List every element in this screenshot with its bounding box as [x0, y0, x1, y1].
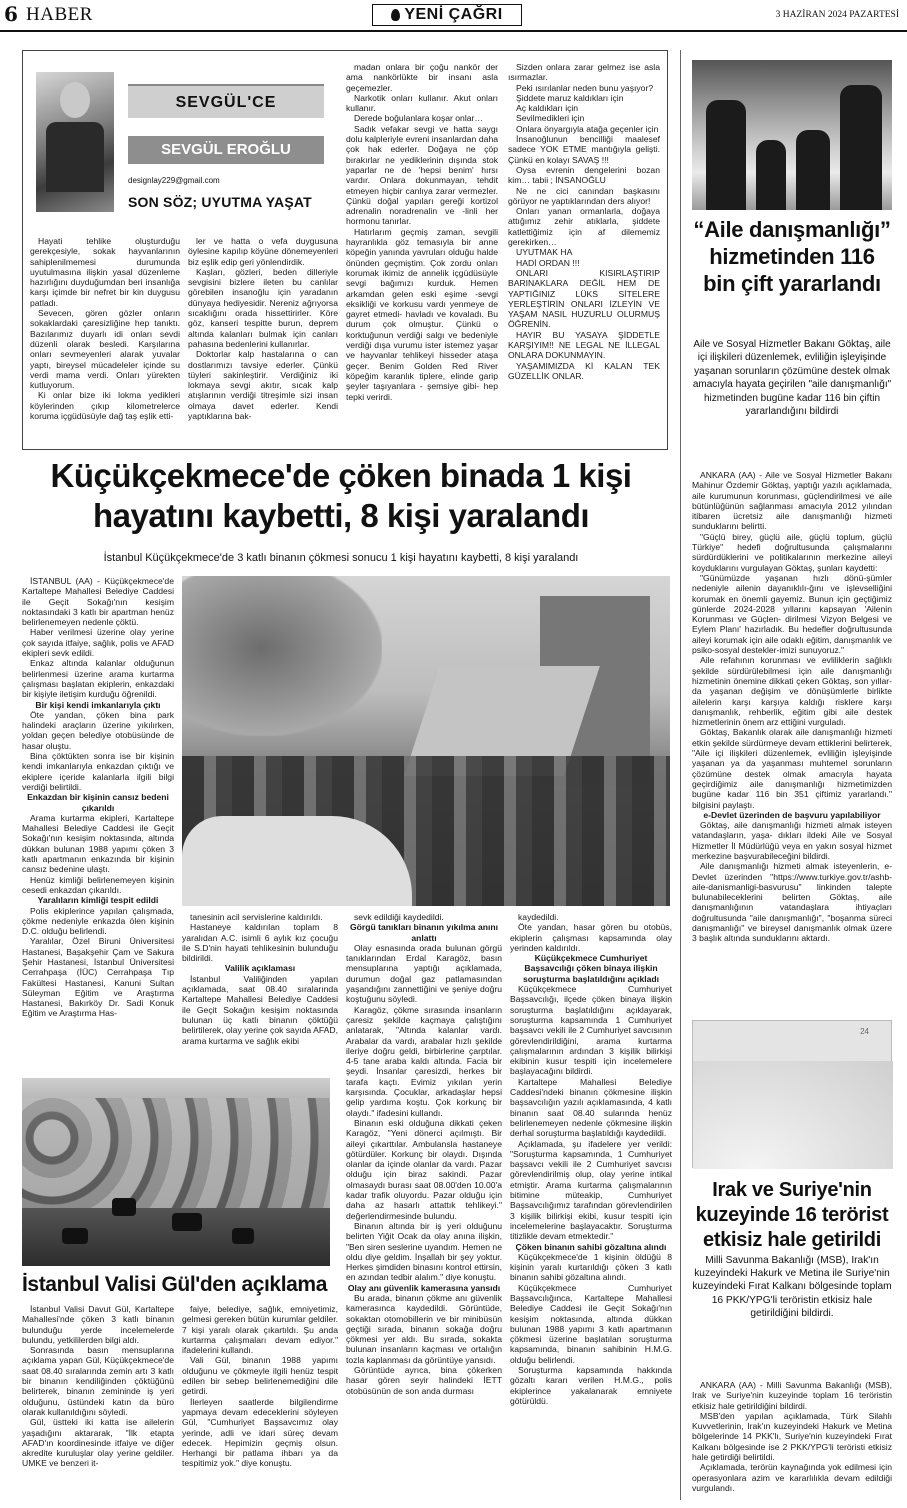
- column-text-1: [30, 236, 180, 448]
- masthead-rule: [0, 30, 907, 32]
- subheading: Valilik açıklaması: [224, 963, 296, 974]
- paragraph: ler ve hatta o vefa duygusuna öylesine kapılıp köyüne dönemeyenleri biz eşlik edip geri yönlendirdik.: [188, 236, 338, 267]
- paragraph: Kartaltepe Mahallesi Belediye Caddesi'ndeki binanın çökmesine ilişkin başsavcılığın yazılı açıklamasında, 4 katlı binanın saat 08.40 sularında henüz belirlenemeyen nedenle çökmesine ilişkin derhal soruşturma başlatıldığı kaydedildi.: [510, 1076, 672, 1139]
- paragraph: Göktaş, Bakanlık olarak aile danışmanlığı hizmeti etkin şekilde sürdürmeye devam ettiklerini belirterek, "Aile içi ilişkileri düzenlemek, evliliğin işleyişinde yaşanan ya da yaşanması muhtemel sorunların çözümüne destek olmak amacıyla hayata geçirdiğimiz aile danışmanlığı hizmetimizden bugüne kadar 116 bin 351 çiftimiz yararlandı." bilgisini paylaştı.: [692, 727, 892, 810]
- rail-divider: [680, 50, 681, 1500]
- msb-lead: Milli Savunma Bakanlığı (MSB), Irak'ın kuzeyindeki Hakurk ve Metina ile Suriye'nin kuzeyindeki Fırat Kalkanı bölgesinde toplam 16 PKK/YPG'li teröristin etkisiz hale getirildiğini bildirdi.: [692, 1255, 892, 1319]
- paragraph: "Güçlü birey, güçlü aile, güçlü toplum, güçlü Türkiye" hedefi doğrultusunda çalışmalarını sürdürdüklerini ve politikalarının merkezine aileyi koyduklarını vurgulayan Göktaş, şunları kaydetti:: [692, 531, 892, 573]
- main-text-3: [346, 912, 502, 1502]
- section-title: HABER: [26, 4, 93, 25]
- paragraph: Hatırlarım geçmiş zaman, sevgili hayranlıkla göz temasıyla bir anne köpeğin yanında yavruları olduğu halde önünden geçmiştim. Çok zordu onları korumak ikimiz de annelik içgüdüsüyle sevgi bağımızı kurduk. Hemen arkamdan gelen eski eşime -sevgi eksikliği ve korkusu vardı yenmeye de gayret etmedi- havladı ve kovaladı. Bu durum çok olmuştur. Çünkü o korktuğunun verdiği salgı ve bedeniyle verdiği dışa vurumu ister istemez yaşar ve hayvanlar tehlikeyi hisseder ataşa geçer. Benim Golden Red River köpeğim karanlık tiplere, elinde garip şeyler taşıyanlara - şemsiye gibi- hep tepki verirdi.: [346, 226, 498, 402]
- paragraph: Peki ısırılanlar neden bunu yaşıyor?: [516, 82, 654, 93]
- paragraph: sevk edildiği kaydedildi.: [354, 912, 444, 922]
- paragraph: Aile danışmanlığı hizmeti almak isteyenlerin, e-Devlet üzerinden "https://www.turkiye.gov.tr/ashb-aile-danismanligi-basvurusu" linkinden talepte bulunabileceklerini belirten Göktaş, aile danışmanlığının vatandaşlara ihtiyaçları doğrultusunda "aile danışmanlığı", "boşanma süreci danışmanlığı" ve bireysel danışmanlık olmak üzere 3 başlık altında sunduklarını aktardı.: [692, 861, 892, 944]
- paragraph: Onlara önyargıyla atağa geçenler için: [516, 123, 659, 134]
- paragraph: ANKARA (AA) - Milli Savunma Bakanlığı (MSB), Irak ve Suriye'nin kuzeyinde toplam 16 teröristin etkisiz hale getirildiğini bildirdi.: [692, 1380, 892, 1411]
- column-title: SON SÖZ; UYUTMA YAŞAT: [128, 194, 312, 210]
- paragraph: Oysa evrenin dengelerini bozan kim… tabii ; İNSANOĞLU: [508, 164, 660, 186]
- paragraph: Soruşturma kapsamında hakkında gözaltı kararı verilen H.M.G., polis ekiplerince yakalanarak emniyete götürüldü.: [510, 1365, 672, 1406]
- column-author: SEVGÜL EROĞLU: [128, 136, 324, 164]
- paragraph: Sevecen, gören gözler onların sokaklardaki çaresizliğine hep tanıktı. Bazılarımız duyarlı idi onları sevdi düzenli olarak besledi. Karşılarına onları sevmeyenleri alarak yuvalar yaptı, bireysel mücadeleler içinde su verdi mama verdi. Onları yürekten kutluyorum.: [30, 308, 180, 391]
- paragraph: Hayati tehlike oluşturduğu gerekçesiyle, sokak hayvanlarının sahiplenilmemesi durumunda uyutulmasına ilişkin yasal düzenleme hazırlığını duyduğumdan beri insanlığa karşı içimde bir nefret bir kin duygusu patladı.: [30, 236, 180, 308]
- subheading: Küçükçekmece Cumhuriyet Başsavcılığı çöken binaya ilişkin soruşturma başlatıldığını açıkladı: [522, 953, 660, 984]
- paragraph: faiye, belediye, sağlık, emniyetimiz, gelmesi gereken bütün kurumlar geldiler. 7 kişi yaralı olarak çıkartıldı. Şu anda kurtarma çalışmaları devam ediyor." ifadelerini kullandı.: [182, 1304, 338, 1356]
- paragraph: İstanbul Valiliğinden yapılan açıklamada, saat 08.40 sıralarında Kartaltepe Mahallesi Belediye Caddesi ile Geçit Sokağın kesişim noktasında bulunan üç katlı binanın çöktüğü belirtilerek, olay yerine çok sayıda AFAD, arama kurtarma ve sağlık ekibi: [182, 973, 338, 1046]
- collapse-photo: [182, 576, 670, 906]
- main-text-4: [510, 912, 672, 1502]
- newspaper-logo: [372, 4, 522, 26]
- paragraph: Binanın eski olduğuna dikkati çeken Karagöz, "Yeni dönerci açılmıştı. Bir aileyi çıkarttılar. Ambulansla hastaneye götürdüler. Korkunç bir olaydı. Dışında olanlar da içinde olanlar da vardı. Pazar olduğu için biraz sakindi. Pazar olmasaydı burası saat 08.00'den 10.00'a kadar trafik oluyordu. Pazar olduğu için daha az hasarlı attattık tehlikeyi." değerlendirmesinde bulundu.: [346, 1117, 502, 1221]
- paragraph: Sizden onlara zarar gelmez ise asla ısırmazlar.: [508, 62, 660, 83]
- paragraph: Küçükçekmece Cumhuriyet Başsavcılığınca, Kartaltepe Mahallesi Belediye Caddesi ile Geçit Sokağı'nın kesişim noktasında, altında dükkan bulunan 1988 yapımı 3 katlı apartmanın çökmesi üzerine başlatılan soruşturma kapsamında, binanın sahibinin H.M.G. olduğu belirlendi.: [510, 1282, 672, 1365]
- subheading: Bir kişi kendi imkanlarıyla çıktı: [35, 699, 161, 710]
- paragraph: tanesinin acil servislerine kaldırıldı.: [190, 912, 323, 922]
- paragraph: YAŞAMIMIZDA Kİ KALAN TEK GÜZELLİK ONLAR.: [508, 360, 660, 381]
- family-counseling-text: [692, 470, 892, 1014]
- paragraph: İlerleyen saatlerde bilgilendirme yapmaya devam edeceklerini söyleyen Gül, "Cumhuriyet Başsavcımız olay yerinde, adli ve idari süreç devam edecek. Hepimizin geçmiş olsun. Herhangi bir patlama ihbarı ya da tespitimiz yok." diye konuştu.: [182, 1396, 338, 1469]
- paragraph: UYUTMAK HA: [516, 247, 573, 258]
- region-map: [692, 1020, 892, 1168]
- paragraph: Narkotik onları kullanır. Akut onları kullanır.: [346, 92, 498, 114]
- column-label: SEVGÜL'CE: [128, 84, 324, 118]
- family-counseling-lead: Aile ve Sosyal Hizmetler Bakanı Göktaş, aile içi ilişkileri düzenlemek, evliliğin işleyişinde yaşanan sorunların çözümüne destek olmak amacıyla hayata geçirilen "aile danışmanlığı" hizmetinden bugüne kadar 116 bin çiftin yararlandığını bildirdi: [692, 339, 892, 418]
- paragraph: Kaşları, gözleri, beden dilleriyle sevgisini bizlere ileten bu canlılar görebilen insanoğlu için yaradanın dünyaya hediyesidir. Nereniz ağrıyorsa sıcaklığını orada hissettirirler. Köre göz, kanseri tespitte burun, deprem altında kalanları bulmak için canları pahasına bedenlerini kullanırlar.: [188, 266, 338, 349]
- main-subhead: İstanbul Küçükçekmece'de 3 katlı binanın çökmesi sonucu 1 kişi hayatını kaybetti, 8 kişi yaralandı: [103, 552, 579, 564]
- governor-headline: İstanbul Valisi Gül'den açıklama: [22, 1273, 327, 1296]
- main-headline: Küçükçekmece'de çöken binada 1 kişi hayatını kaybetti, 8 kişi yaralandı: [50, 457, 632, 534]
- author-photo: [36, 72, 114, 212]
- paragraph: Onları yanan ormanlarla, doğaya attığımız zehir atıklarla, şiddete katlettiğimiz için af dilememiz gerekirken…: [508, 206, 660, 248]
- paragraph: Aç kaldıkları için: [516, 103, 579, 114]
- subheading: Çöken binanın sahibi gözaltına alındı: [515, 1241, 667, 1252]
- paragraph: Henüz kimliği belirlenemeyen kişinin cesedi enkazdan çıkarıldı.: [22, 874, 174, 895]
- paragraph: Küçükçekmece Cumhuriyet Başsavcılığı, ilçede çöken binaya ilişkin soruşturma başlatıldığını açıklayarak, soruşturma kapsamında 1 Cumhuriyet başsavcı vekili ile 2 Cumhuriyet savcısının görevlendirildiğini, arama kurtarma çalışmalarının ardından 3 kişilik bilirkişi ekibinin kusur tespiti için incelemelere başlayacağını bildirdi.: [510, 984, 672, 1077]
- paragraph: Açıklamada, şu ifadelere yer verildi: "Soruşturma kapsamında, 1 Cumhuriyet başsavcı vekili ile 2 Cumhuriyet savcısı görevlendirilmiş olup, olay yerine intikal etmiştir. Arama kurtarma çalışmalarının bitimine müteakip, Cumhuriyet Başsavcılığımız tarafından görevlendirilen 3 kişilik bilirkişi ekibi, kusur tespiti için incelemelerine başlayacaktır. Soruşturma titizlikle devam etmektedir.": [510, 1138, 672, 1242]
- issue-date: 3 HAZİRAN 2024 PAZARTESİ: [775, 10, 899, 20]
- column-text-2: [188, 236, 338, 448]
- governor-text-1: [22, 1304, 174, 1502]
- paragraph: İstanbul Valisi Davut Gül, Kartaltepe Mahallesi'nde çöken 3 katlı binanın bulunduğu yerde incelemelerde bulundu, yetkililerden bilgi aldı.: [22, 1304, 174, 1345]
- main-text-1: [22, 576, 174, 1062]
- paragraph: Öte yandan, çöken bina park halindeki araçların üzerine yıkılırken, yoldan geçen belediye otobüsünde de hasar oluştu.: [22, 709, 174, 751]
- paragraph: ONLARI KISIRLAŞTIRIP BARINAKLARA DEĞİL HEM DE YAPTIĞINIZ LÜKS SİTELERE YERLEŞTİRİN ONLARI İZLEYİN VE YAŞAM NASIL HUZURLU OLURMUŞ ÖĞRENİN.: [508, 267, 660, 330]
- logo-text: YENİ ÇAĞRI: [404, 6, 503, 23]
- paragraph: Yaralılar, Özel Biruni Üniversitesi Hastanesi, Başakşehir Çam ve Sakura Şehir Hastanesi, İstanbul Üniversitesi Cerrahpaşa (İÜC) Cerrahpaşa Tıp Fakültesi Hastanesi, Kanuni Sultan Süleyman Eğitim ve Araştırma Hastanesi, Bakırköy Dr. Sadi Konuk Eğitim ve Araştırma Has-: [22, 936, 174, 1019]
- subheading: Görgü tanıkları binanın yıkılma anını anlattı: [349, 922, 499, 943]
- paragraph: Karagöz, çökme sırasında insanların çaresiz şekilde kaçmaya çalıştığını anlatarak, "Altında kalanlar vardı. Arabalar da vardı, arabalar hızlı şekilde ileriye doğru geldi, birbirlerine çarptılar. 4-5 tane araba kaldı altında. Facia bir şeydi. İnsanlar çaresizdi, herkes bir tarafa kaçtı. Evimiz yıkılan yerin karşısında. Çocuklar, arkadaşlar hepsi gelip yardıma koştu. Çok korkunç bir olaydı." ifadesini kullandı.: [346, 1004, 502, 1118]
- paragraph: Binanın altında bir iş yeri olduğunu belirten Yiğit Ocak da olay anına ilişkin, "Ben siren seslerine uyandım. Hemen ne oldu diye geldim. İnşallah bir şey yoktur. Herkes şimdiden binasını kontrol ettirsin, en azından tedbir alalım." diye konuştu.: [346, 1220, 502, 1283]
- paragraph: Haber verilmesi üzerine olay yerine çok sayıda itfaiye, sağlık, polis ve AFAD ekipleri sevk edildi.: [22, 627, 174, 659]
- governor-text-2: [182, 1304, 338, 1502]
- family-counseling-headline: “Aile danışmanlığı” hizmetinden 116 bin çift yararlandı: [693, 217, 891, 296]
- msb-headline: Irak ve Suriye'nin kuzeyinde 16 terörist etkisiz hale getirildi: [695, 1179, 889, 1251]
- paragraph: Öte yandan, hasar gören bu otobüs, ekiplerin çalışması kapsamında olay yerinden kaldırıldı.: [510, 922, 672, 953]
- msb-text: [692, 1380, 892, 1502]
- author-email[interactable]: designlay229@gmail.com: [128, 176, 220, 185]
- paragraph: HADİ ORDAN !!!: [516, 257, 580, 268]
- paragraph: İnsanoğlunun bencilliği maalesef sadece YOK ETME mantığıyla gelişti. Çünkü en kolayı SAVAŞ !!!: [508, 134, 660, 165]
- paragraph: Açıklamada, terörün kaynağında yok edilmesi için operasyonlara azim ve kararlılıkla devam edildiği vurgulandı.: [692, 1462, 892, 1493]
- paragraph: Vali Gül, binanın 1988 yapımı olduğunu ve çökmeyle ilgili henüz tespit edilen bir sebep belirlenemediğini dile getirdi.: [182, 1355, 338, 1397]
- family-photo: [692, 60, 892, 210]
- paragraph: HAYIR BU YASAYA ŞİDDETLE KARŞIYIM!! NE LEGAL NE İLLEGAL ONLARA DOKUNMAYIN.: [508, 329, 660, 361]
- governor-press-photo: [22, 1078, 330, 1266]
- paragraph: Ki onlar bize iki lokma yedikleri köylerinden çıkıp kilometrelerce koruma içgüdüsüyle dağ taş eşlik etti-: [30, 390, 180, 422]
- column-text-4: [508, 62, 660, 448]
- paragraph: Şiddete maruz kaldıkları için: [516, 92, 624, 103]
- paragraph: Gül, üstteki iki katta ise ailelerin yaşadığını aktararak, "İlk etapta AFAD'ın koordinesinde itfaiye ve diğer akredite kuruluşlar olay yerine geldiler. UMKE ve benzeri it-: [22, 1417, 174, 1469]
- subheading: Enkazdan bir kişinin cansız bedeni çıkarıldı: [27, 792, 169, 813]
- subheading: Yaralıların kimliği tespit edildi: [37, 895, 159, 906]
- paragraph: Doktorlar kalp hastalarına o can dostlarımızı tavsiye ederler. Çünkü tüyleri sakinleştirir. Verdiğiniz iki lokmaya sevgi akıtır, sıcak kalp atışlarının verdiği titreşimle sizi insan olmaya davet ederler. Kendi yaptıklarına bak-: [188, 349, 338, 422]
- paragraph: Bina çöktükten sonra ise bir kişinin kendi imkanlarıyla enkazdan çıktığı ve ekiplere içeride kalanlarla ilgili bilgi verdiği belirtildi.: [22, 751, 174, 792]
- main-text-2: [182, 912, 338, 1062]
- paragraph: madan onlara bir çoğu nankör der ama nankörlükte bir insanı asla geçemezler.: [346, 62, 498, 93]
- paragraph: Sadık vefakar sevgi ve hatta saygı dolu kalpleriyle evreni insanlardan daha çok hak ederler. Doğaya ne çöp bırakırlar ne yediklerinin dışında stok yaparlar ne de 'hepsi benim' hırsı vardır. Onlara dokunmayan, tehdit etmeyen hiçbir canlıya zarar vermezler. Çünkü doğal yapıları gereği kortizol adrenalin noradrenalin ve -linli her hormonu tanırlar.: [346, 123, 498, 227]
- paragraph: Bu arada, binanın çökme anı güvenlik kamerasınca kaydedildi. Görüntüde, sokaktan otomobillerin ve bir minibüsün geçtiği sırada, binanın sokağa doğru çökmesi yer aldı. Bu sırada, sokakta bulunan insanların kaçması ve ortalığın tozla kaplanması da görüntüye yansıdı.: [346, 1292, 502, 1365]
- column-text-3: [346, 62, 498, 448]
- paragraph: Göktaş, aile danışmanlığı hizmeti almak isteyen vatandaşların, yaşa- dıkları ildeki Aile ve Sosyal Hizmetler İl Müdürlüğü veya en yakın sosyal hizmet merkezine başvurabileceğini bildirdi.: [692, 820, 892, 861]
- paragraph: Küçükçekmece'de 1 kişinin öldüğü 8 kişinin yaralı kurtarıldığı çöken 3 katlı binanın sahibi gözaltına alındı.: [510, 1251, 672, 1283]
- paragraph: Sonrasında basın mensuplarına açıklama yapan Gül, Küçükçekmece'de saat 08.40 sıralarında zemin artı 3 katlı bir binanın kendiliğinden çöktüğünü belirterek, binanın zemininde iş yeri olduğunu, üstündeki katın da büro olarak kullanıldığını söyledi.: [22, 1345, 174, 1417]
- paragraph: Arama kurtarma ekipleri, Kartaltepe Mahallesi Belediye Caddesi ile Geçit Sokağı'nın kesişim noktasında, altında dükkan bulunan 1988 yapımı çöken 3 katlı apartmanın enkazında bir kişinin cansız bedenine ulaştı.: [22, 812, 174, 875]
- flame-icon: [391, 9, 400, 21]
- paragraph: MSB'den yapılan açıklamada, Türk Silahlı Kuvvetlerinin, Irak'ın kuzeyindeki Hakurk ve Metina bölgelerinde 14 PKK'lı, Suriye'nin kuzeyindeki Fırat Kalkanı bölgesinde ise 2 PKK/YPG'li teröristi etkisiz hale getirdiği belirtildi.: [692, 1410, 892, 1463]
- paragraph: "Günümüzde yaşanan hızlı dönü-şümler nedeniyle ailenin dayanıklılı-ğını ve işlevselliğini korumak en önemli gayemiz. Bunun için geçtiğimiz günlerde 2024-2028 yıllarını kapsayan 'Ailenin Korunması ve Güçlen- dirilmesi Vizyon Belgesi ve Eylem Planı' hazırladık. Bu hedefler doğrultusunda aileyi korumak için aile odaklı eğitim, danışmanlık ve psiko-sosyal destekler-imizi sunuyoruz.": [692, 572, 892, 656]
- page-number: 6: [4, 2, 18, 26]
- map-label: 24: [860, 1027, 869, 1036]
- paragraph: ANKARA (AA) - Aile ve Sosyal Hizmetler Bakanı Mahinur Özdemir Göktaş, yaptığı yazılı açıklamada, aile kurumunun korunması, güçlendirilmesi ve aile bütünlüğünün sağlanması amacıyla 2012 yılından itibaren ücretsiz aile danışmanlığı hizmeti sunduklarını belirtti.: [692, 470, 892, 532]
- paragraph: Derede boğulanlara koşar onlar…: [354, 113, 483, 124]
- paragraph: İSTANBUL (AA) - Küçükçekmece'de Kartaltepe Mahallesi Belediye Caddesi ile Geçit Sokağı'nın kesişim noktasındaki 3 katlı bir apartman henüz belirlenemeyen nedenle çöktü.: [22, 576, 174, 628]
- paragraph: Polis ekiplerince yapılan çalışmada, çökme nedeniyle enkazda ölen kişinin D.C. olduğu belirlendi.: [22, 905, 174, 937]
- paragraph: Görüntüde ayrıca, bina çökerken hasar gören seyir halindeki İETT otobüsünün de son anda durması: [346, 1365, 502, 1396]
- paragraph: Sevilmedikleri için: [516, 113, 585, 124]
- paragraph: Aile refahının korunması ve evliliklerin sağlıklı şekilde sürdürülebilmesi için aile danışmanlığı hizmetinin önemine dikkati çeken Göktaş, son yıllar-da yaşanan değişim ve dönüşümlerle birlikte ailelerin karşı karşıya kaldığı risklere karşı danışmanlık, rehberlik, eğitim gibi aile destek hizmetlerinin önem arz ettiğini vurguladı.: [692, 655, 892, 728]
- subheading: Olay anı güvenlik kamerasına yansıdı: [347, 1282, 501, 1293]
- paragraph: Enkaz altında kalanlar olduğunun belirlenmesi üzerine arama kurtarma çalışması başlatan ekiplerin, enkazdaki bir kişiyle iletişim kurduğu öğrenildi.: [22, 658, 174, 700]
- paragraph: Olay esnasında orada bulunan görgü tanıklarından Erdal Karagöz, basın mensuplarına yaptığı açıklamada, durumun doğal gaz patlamasından yaşandığını zannettiğini ve şeniye doğru koştuğunu söyledi.: [346, 942, 502, 1005]
- paragraph: Hastaneye kaldırılan toplam 8 yaralıdan A.C. isimli 6 aylık kız çocuğu ile S.D'nin hayati tehlikesinin bulunduğu bildirildi.: [182, 922, 338, 964]
- paragraph: kaydedildi.: [518, 912, 559, 922]
- subheading: e-Devlet üzerinden de başvuru yapılabiliyor: [703, 809, 881, 820]
- paragraph: Ne ne cici canından başkasını görüyor ne yaptıklarından ders alıyor!: [508, 185, 660, 206]
